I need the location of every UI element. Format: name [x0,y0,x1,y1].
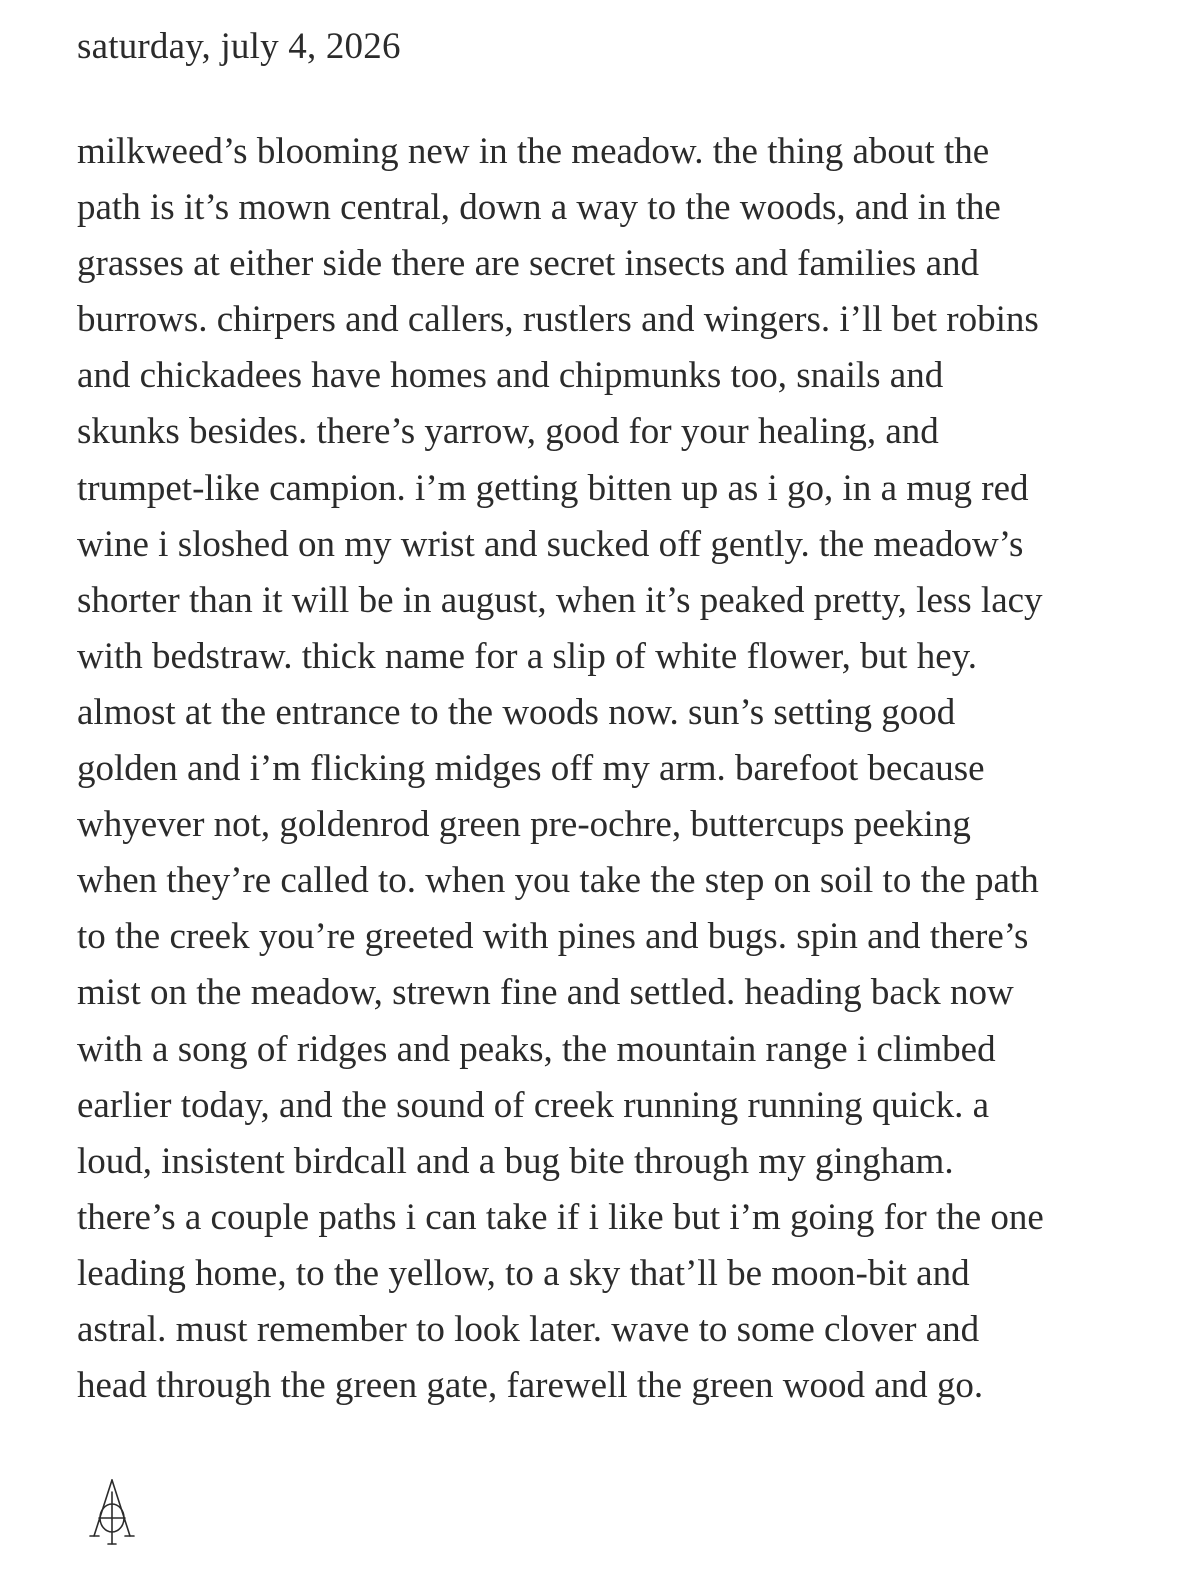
entry-line: wine i sloshed on my wrist and sucked off gently. the meadow’s [77,523,1024,565]
entry-line: burrows. chirpers and callers, rustlers and wingers. i’ll bet robins [77,299,1039,341]
entry-line: grasses at either side there are secret insects and families and [77,243,980,285]
entry-line: head through the green gate, farewell the green wood and go. [77,1365,984,1407]
entry-line: golden and i’m flicking midges off my arm. barefoot because [77,748,985,790]
entry-date: saturday, july 4, 2026 [77,26,401,67]
entry-line: and chickadees have homes and chipmunks too, snails and [77,355,944,397]
entry-line: there’s a couple paths i can take if i like but i’m going for the one [77,1196,1044,1238]
entry-line: with bedstraw. thick name for a slip of white flower, but hey. [77,635,977,677]
entry-line: mist on the meadow, strewn fine and settled. heading back now [77,972,1014,1014]
entry-line: leading home, to the yellow, to a sky that’ll be moon-bit and [77,1252,970,1294]
entry-line: almost at the entrance to the woods now. sun’s setting good [77,691,956,733]
entry-line: when they’re called to. when you take the step on soil to the path [77,860,1039,902]
entry-body [77,124,1137,1414]
entry-line: skunks besides. there’s yarrow, good for your healing, and [77,411,939,453]
entry-line: path is it’s mown central, down a way to the woods, and in the [77,187,1001,229]
entry-line: whyever not, goldenrod green pre-ochre, buttercups peeking [77,804,971,846]
entry-line: loud, insistent birdcall and a bug bite through my gingham. [77,1140,954,1182]
entry-line: trumpet-like campion. i’m getting bitten up as i go, in a mug red [77,467,1029,509]
entry-line: shorter than it will be in august, when it’s peaked pretty, less lacy [77,579,1043,621]
entry-line: milkweed’s blooming new in the meadow. the thing about the [77,131,990,172]
entry-line: astral. must remember to look later. wave to some clover and [77,1308,980,1350]
entry-line: earlier today, and the sound of creek running running quick. a [77,1084,990,1126]
entry-line: with a song of ridges and peaks, the mountain range i climbed [77,1028,996,1070]
entry-line: to the creek you’re greeted with pines and bugs. spin and there’s [77,916,1029,958]
monogram-logo-icon [84,1478,140,1546]
